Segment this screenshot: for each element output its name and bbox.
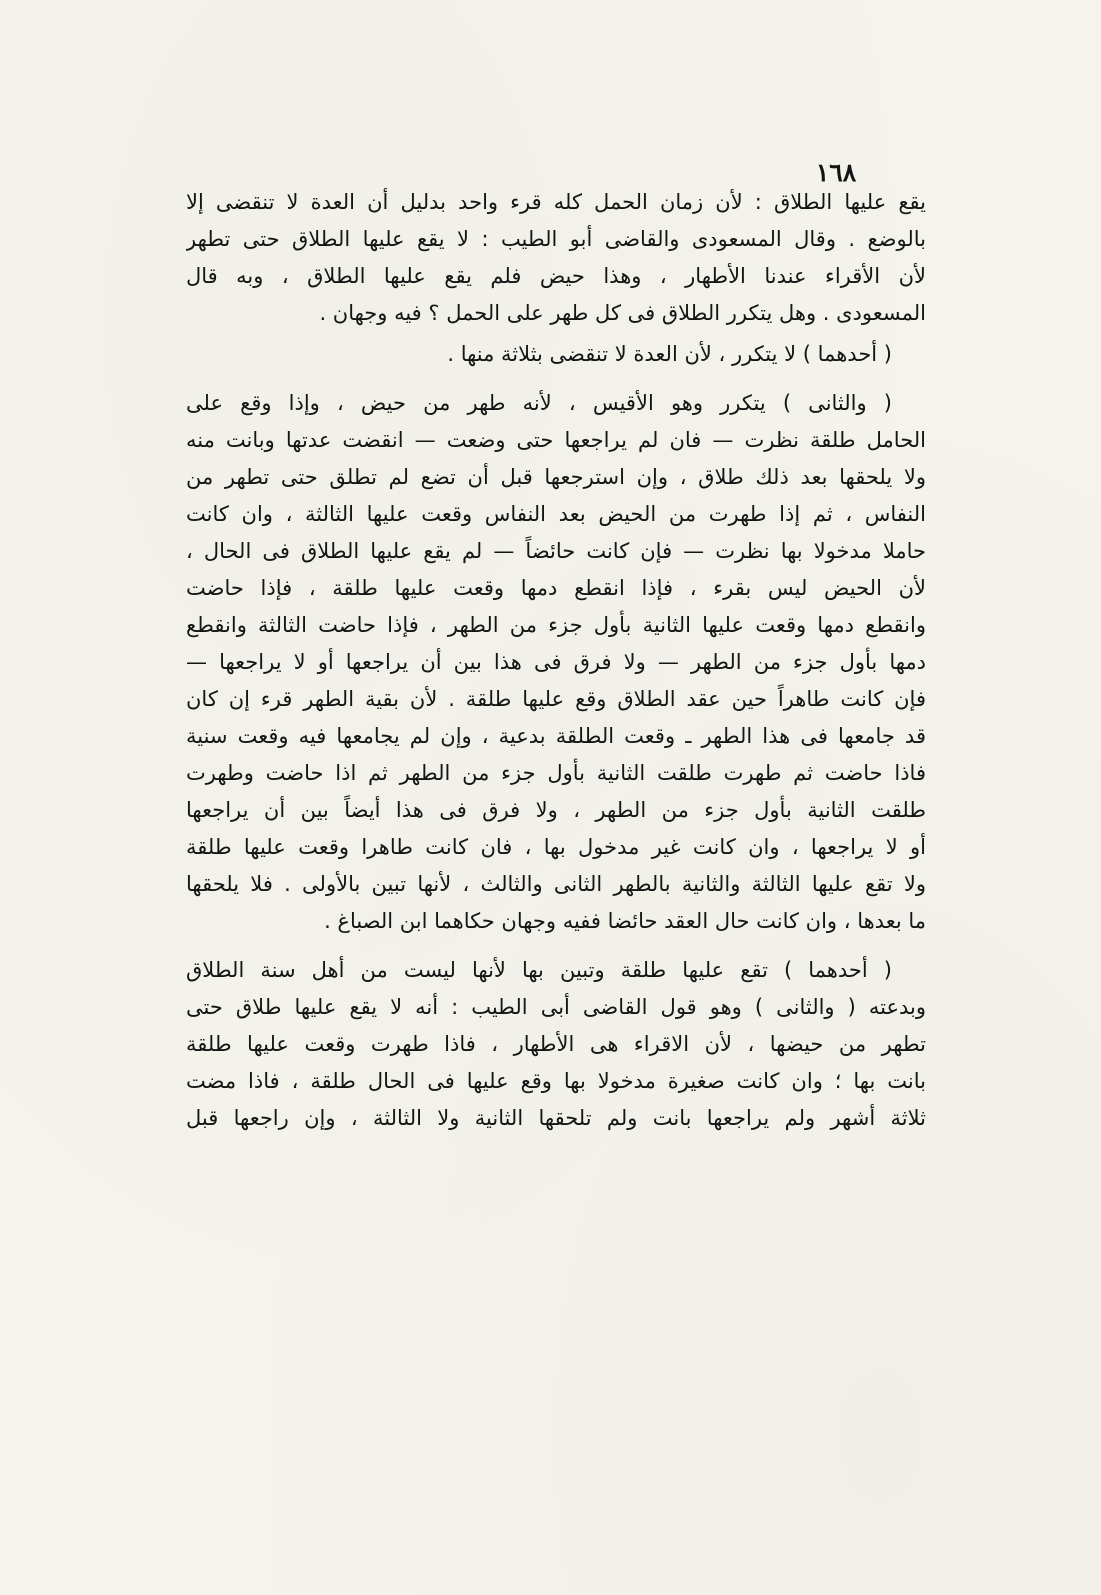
text-line: ما بعدها ، وان كانت حال العقد حائضا ففيه وجهان حكاهما ابن الصباغ . <box>324 909 926 933</box>
text-line: ولا تقع عليها الثالثة والثانية بالطهر الثانى والثالث ، لأنها تبين بالأولى . فلا يلحقها <box>186 872 926 896</box>
text-line: ثلاثة أشهر ولم يراجعها بانت ولم تلحقها الثانية ولا الثالثة ، وإن راجعها قبل <box>186 1106 926 1130</box>
text-line: وانقطع دمها وقعت عليها الثانية بأول جزء من الطهر ، فإذا حاضت الثالثة وانقطع <box>186 613 926 637</box>
text-line: أو لا يراجعها ، وان كانت غير مدخول بها ، فان كانت طاهرا وقعت عليها طلقة <box>186 835 926 859</box>
text-line: حاملا مدخولا بها نظرت — فإن كانت حائضاً — لم يقع عليها الطلاق فى الحال ، <box>186 539 926 563</box>
text-line: الحامل طلقة نظرت — فان لم يراجعها حتى وضعت — انقضت عدتها وبانت منه <box>186 428 926 452</box>
text-line: فاذا حاضت ثم طهرت طلقت الثانية بأول جزء من الطهر ثم اذا حاضت وطهرت <box>186 761 926 785</box>
page-number: ١٦٨ <box>815 158 857 187</box>
text-line: المسعودى . وهل يتكرر الطلاق فى كل طهر على الحمل ؟ فيه وجهان . <box>319 301 926 325</box>
page-body <box>186 184 926 1137</box>
text-line: بالوضع . وقال المسعودى والقاضى أبو الطيب : لا يقع عليها الطلاق حتى تطهر <box>186 227 926 251</box>
text-line: تطهر من حيضها ، لأن الاقراء هى الأطهار ، فاذا طهرت وقعت عليها طلقة <box>186 1032 926 1056</box>
text-line: فإن كانت طاهراً حين عقد الطلاق وقع عليها طلقة . لأن بقية الطهر قرء إن كان <box>186 687 926 711</box>
text-line: وبدعته ( والثانى ) وهو قول القاضى أبى الطيب : أنه لا يقع عليها طلاق حتى <box>186 995 926 1019</box>
text-line: ( أحدهما ) لا يتكرر ، لأن العدة لا تنقضى بثلاثة منها . <box>447 342 892 366</box>
text-line: لأن الحيض ليس بقرء ، فإذا انقطع دمها وقعت عليها طلقة ، فإذا حاضت <box>186 576 926 600</box>
text-line: قد جامعها فى هذا الطهر ـ وقعت الطلقة بدعية ، وإن لم يجامعها فيه وقعت سنية <box>186 724 926 748</box>
text-line: يقع عليها الطلاق : لأن زمان الحمل كله قرء واحد بدليل أن العدة لا تنقضى إلا <box>186 190 926 214</box>
text-line: لأن الأقراء عندنا الأطهار ، وهذا حيض فلم يقع عليها الطلاق ، وبه قال <box>186 264 926 288</box>
text-line: النفاس ، ثم إذا طهرت من الحيض بعد النفاس وقعت عليها الثالثة ، وان كانت <box>186 502 926 526</box>
text-line: طلقت الثانية بأول جزء من الطهر ، ولا فرق فى هذا أيضاً بين أن يراجعها <box>186 798 926 822</box>
text-line: بانت بها ؛ وان كانت صغيرة مدخولا بها وقع عليها فى الحال طلقة ، فاذا مضت <box>186 1069 926 1093</box>
text-line: ولا يلحقها بعد ذلك طلاق ، وإن استرجعها قبل أن تضع لم تطلق حتى تطهر من <box>186 465 926 489</box>
text-line: ( والثانى ) يتكرر وهو الأقيس ، لأنه طهر من حيض ، وإذا وقع على <box>186 391 892 415</box>
text-line: دمها بأول جزء من الطهر — ولا فرق فى هذا بين أن يراجعها أو لا يراجعها — <box>186 650 926 674</box>
text-line: ( أحدهما ) تقع عليها طلقة وتبين بها لأنها ليست من أهل سنة الطلاق <box>186 958 892 982</box>
